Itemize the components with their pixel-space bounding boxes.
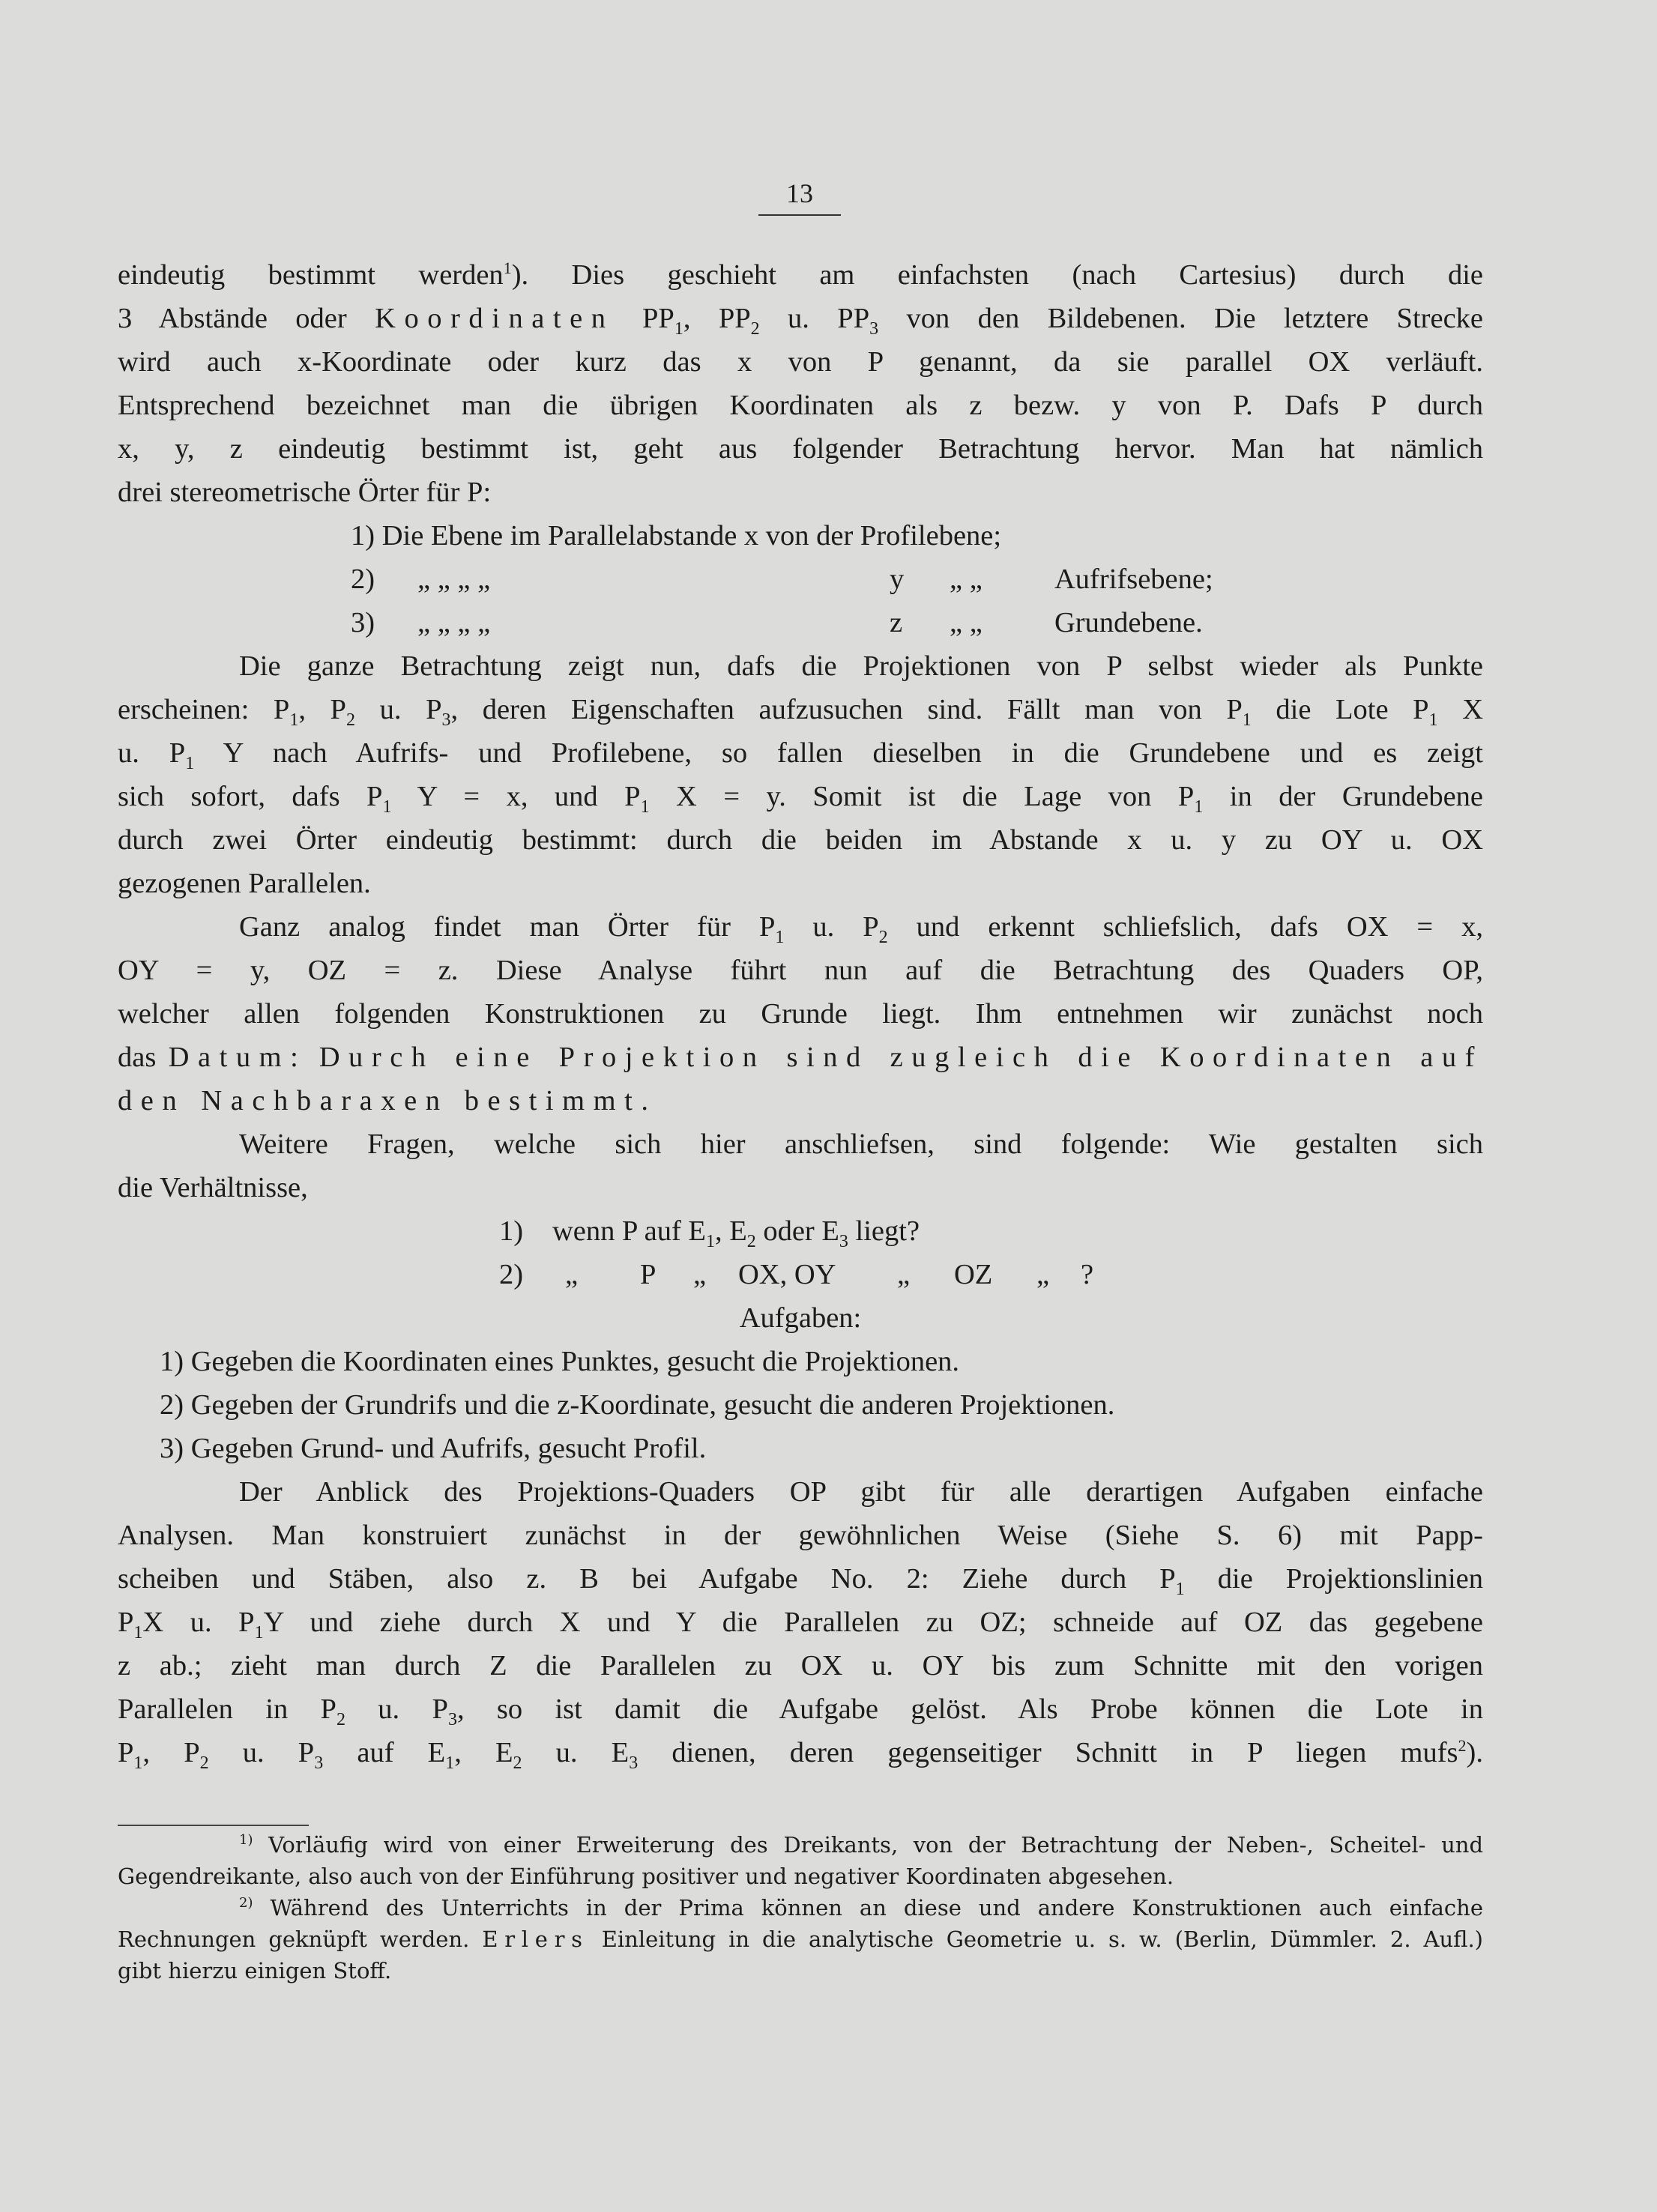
text-line: die Verhältnisse, xyxy=(118,1172,308,1203)
task-item: 2) Gegeben der Grundrifs und die z-Koordinate, gesucht die anderen Projektionen. xyxy=(160,1389,1115,1421)
footnote-separator xyxy=(118,1825,309,1826)
ditto-marks: „ xyxy=(1036,1259,1050,1290)
item-number: 2) xyxy=(351,563,375,595)
text-line: Die ganze Betrachtung zeigt nun, dafs die Projektionen von P selbst wieder als Punkte xyxy=(239,650,1483,682)
section-heading: Aufgaben: xyxy=(739,1302,862,1334)
text-line: 3 Abstände oder Koordinaten $PP_1$, $PP_2$ u. $PP_3$ von den Bildebenen. Die letztere Strecke xyxy=(118,303,1484,339)
footnote-text: Während des Unterrichts in der Prima können an diese und andere Konstruktionen auch einfache xyxy=(270,1895,1484,1921)
list-item xyxy=(118,1253,1483,1296)
text-line: wird auch x-Koordinate oder kurz das x von P genannt, da sie parallel OX verläuft. xyxy=(118,346,1483,378)
axes: OX, OY xyxy=(738,1259,836,1290)
task-item: 3) Gegeben Grund- und Aufrifs, gesucht Profil. xyxy=(160,1433,707,1464)
text-line: $P_1$, $P_2$ u. $P_3$ auf $E_1$, $E_2$ u. $E_3$ dienen, deren gegenseitiger Schnitt in P liegen mufs$^2$). xyxy=(118,1736,1483,1773)
text-line xyxy=(118,1036,1483,1079)
text-line: erscheinen: $P_1$, $P_2$ u. $P_3$, deren Eigenschaften aufzusuchen sind. Fällt man von $P_1$ die Lote $P_1$ X xyxy=(118,694,1484,730)
task-item: 1) Gegeben die Koordinaten eines Punktes, gesucht die Projektionen. xyxy=(160,1346,960,1377)
text-line: z ab.; zieht man durch Z die Parallelen zu OX u. OY bis zum Schnitte mit den vorigen xyxy=(118,1650,1483,1681)
list-item xyxy=(118,1209,1483,1253)
text-line: drei stereometrische Örter für P: xyxy=(118,477,492,508)
page-number: 13 xyxy=(758,177,841,216)
footnote-text: Vorläufig wird von einer Erweiterung des Dreikants, von der Betrachtung der Neben-, Scheitel- und xyxy=(268,1832,1484,1858)
list-item xyxy=(118,601,1483,644)
text-line: $P_1X$ u. $P_1Y$ und ziehe durch X und Y die Parallelen zu OZ; schneide auf OZ das gegebene xyxy=(118,1607,1484,1643)
plane-name: Aufrifsebene; xyxy=(1054,563,1213,595)
footnote-2-end: gibt hierzu einigen Stoff. xyxy=(118,1958,392,1983)
question-1: wenn P auf $E_1$, $E_2$ oder $E_3$ liegt? xyxy=(552,1215,920,1251)
text-line: gezogenen Parallelen. xyxy=(118,868,371,899)
footnote-marker: 2) xyxy=(239,1895,253,1911)
text-line: Parallelen in $P_2$ u. $P_3$, so ist damit die Aufgabe gelöst. Als Probe können die Lote in xyxy=(118,1693,1483,1729)
question-list xyxy=(118,1209,1483,1296)
list-item xyxy=(118,514,1483,557)
footnote-2 xyxy=(118,1892,1483,1924)
footnote-1 xyxy=(118,1829,1483,1861)
question-mark: ? xyxy=(1081,1259,1094,1290)
ditto-marks: „ „ „ „ xyxy=(417,607,491,638)
text-line: OY = y, OZ = z. Diese Analyse führt nun auf die Betrachtung des Quaders OP, xyxy=(118,955,1483,986)
item-number: 2) xyxy=(499,1259,524,1290)
text-line: Ganz analog findet man Örter für $P_1$ u. $P_2$ und erkennt schliefslich, dafs OX = x, xyxy=(239,911,1483,947)
footnote-text: Rechnungen geknüpft werden. xyxy=(118,1927,470,1952)
variable: z xyxy=(890,607,903,638)
text-line: Analysen. Man konstruiert zunächst in der gewöhnlichen Weise (Siehe S. 6) mit Papp- xyxy=(118,1520,1483,1551)
ditto-marks: „ „ xyxy=(950,563,983,595)
list-item xyxy=(118,557,1483,601)
word: Datum: xyxy=(168,1042,307,1073)
variable: P xyxy=(640,1259,657,1290)
variable: y xyxy=(890,563,905,595)
footnote-text: Einleitung in die analytische Geometrie u. s. w. (Berlin, Dümmler. 2. Aufl.) xyxy=(601,1927,1483,1952)
body-text xyxy=(118,253,1483,1774)
text-line: Der Anblick des Projektions-Quaders OP gibt für alle derartigen Aufgaben einfache xyxy=(239,1476,1483,1508)
author-name: Erlers xyxy=(482,1927,589,1952)
ditto-marks: „ „ xyxy=(950,607,983,638)
word: das xyxy=(118,1042,157,1073)
text-line: x, y, z eindeutig bestimmt ist, geht aus folgender Betrachtung hervor. Man hat nämlich xyxy=(118,433,1483,465)
axis: OZ xyxy=(954,1259,993,1290)
item-number: 1) xyxy=(499,1215,524,1247)
plane-name: Grundebene. xyxy=(1054,607,1203,638)
footnote-marker: 1) xyxy=(239,1832,253,1848)
text-line: den Nachbaraxen bestimmt. xyxy=(118,1085,657,1116)
footnote-2-cont xyxy=(118,1924,1483,1955)
text-line: eindeutig bestimmt werden$^1$). Dies geschieht am einfachsten (nach Cartesius) durch die xyxy=(118,259,1483,291)
emphasis: Durch eine Projektion sind zugleich die Koordinaten auf xyxy=(319,1042,1483,1073)
ditto-marks: „ xyxy=(897,1259,911,1290)
text-line: Entsprechend bezeichnet man die übrigen Koordinaten als z bezw. y von P. Dafs P durch xyxy=(118,390,1483,421)
text-line: sich sofort, dafs $P_1$ Y = x, und $P_1$ X = y. Somit ist die Lage von $P_1$ in der Grundebene xyxy=(118,781,1483,817)
locus-1: 1) Die Ebene im Parallelabstande x von der Profilebene; xyxy=(351,520,1002,552)
text-line: durch zwei Örter eindeutig bestimmt: durch die beiden im Abstande x u. y zu OY u. OX xyxy=(118,824,1483,856)
footnote-1-cont: Gegendreikante, also auch von der Einführung positiver und negativer Koordinaten abgesehen. xyxy=(118,1864,1174,1889)
ditto-marks: „ xyxy=(693,1259,707,1290)
footnotes xyxy=(118,1829,1483,1986)
text-line: u. $P_1$ Y nach Aufrifs- und Profilebene, so fallen dieselben in die Grundebene und es zeigt xyxy=(118,737,1483,773)
text-line: scheiben und Stäben, also z. B bei Aufgabe No. 2: Ziehe durch $P_1$ die Projektionslinien xyxy=(118,1563,1484,1599)
text-line: welcher allen folgenden Konstruktionen zu Grunde liegt. Ihm entnehmen wir zunächst noch xyxy=(118,998,1483,1030)
ditto-marks: „ „ „ „ xyxy=(417,563,491,595)
text-line: Weitere Fragen, welche sich hier anschliefsen, sind folgende: Wie gestalten sich xyxy=(239,1128,1483,1160)
item-number: 3) xyxy=(351,607,375,638)
ditto-marks: „ xyxy=(565,1259,579,1290)
loci-list xyxy=(118,514,1483,644)
